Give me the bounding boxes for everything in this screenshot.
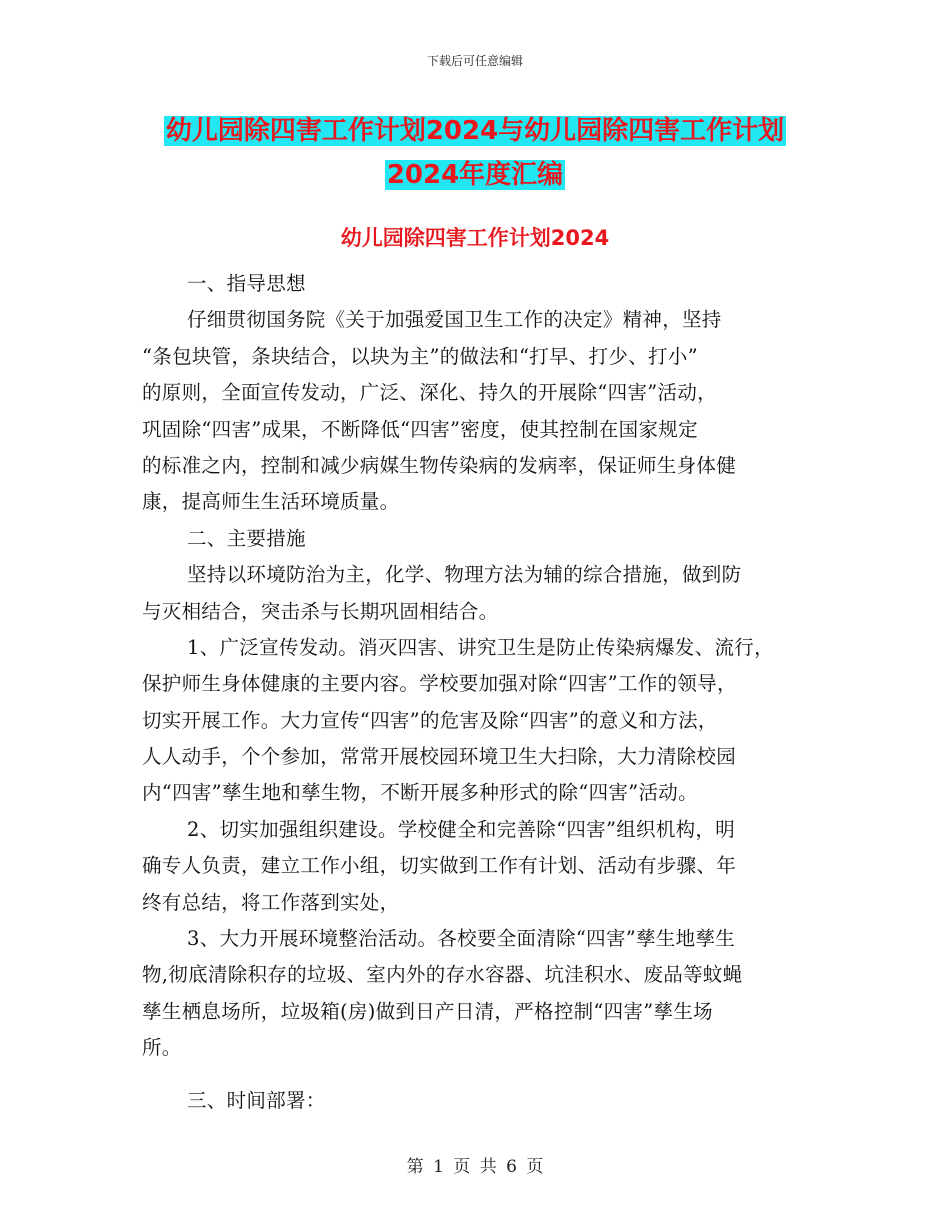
paragraph-line: 切实开展工作。大力宣传“四害”的危害及除“四害”的意义和方法， [142,708,718,732]
heading-guiding-ideology: 一、指导思想 [187,272,306,295]
heading-main-measures: 二、主要措施 [187,526,306,550]
page-header-note: 下载后可任意编辑 [426,54,523,68]
document-title-line-2 [0,158,950,192]
paragraph-line: 孳生栖息场所，垃圾箱(房)做到日产日清，严格控制“四害”孳生场 [142,999,713,1023]
paragraph-line: 的标准之内，控制和减少病媒生物传染病的发病率，保证师生身体健 [142,453,737,477]
paragraph-gap [142,1067,814,1083]
paragraph-line: 3、大力开展环境整治活动。各校要全面清除“四害”孳生地孳生 [187,927,736,951]
document-title-line-1 [0,114,950,148]
paragraph-line: 物,彻底清除积存的垃圾、室内外的存水容器、坑洼积水、废品等蚊蝇 [142,963,743,987]
heading-time-arrangement: 三、时间部署： [187,1088,326,1112]
section-title: 幼儿园除四害工作计划2024 [340,226,610,250]
paragraph-line: 人人动手，个个参加，常常开展校园环境卫生大扫除，大力清除校园 [142,745,737,769]
paragraph-line: 坚持以环境防治为主，化学、物理方法为辅的综合措施，做到防 [187,563,742,587]
document-title-text-2: 2024年度汇编 [386,160,564,190]
document-title-text-1: 幼儿园除四害工作计划2024与幼儿园除四害工作计划 [165,116,785,146]
paragraph-line: 仔细贯彻国务院《关于加强爱国卫生工作的决定》精神，坚持 [187,308,722,332]
paragraph-line: 的原则，全面宣传发动，广泛、深化、持久的开展除“四害”活动， [142,381,717,405]
paragraph-line: “条包块管，条块结合，以块为主”的做法和“打早、打少、打小” [142,344,698,368]
paragraph-line: 所。 [142,1036,182,1060]
paragraph-line: 1、广泛宣传发动。消灭四害、讲究卫生是防止传染病爆发、流行， [187,635,774,659]
paragraph-line: 2、切实加强组织建设。学校健全和完善除“四害”组织机构，明 [187,817,736,841]
paragraph-line: 与灭相结合，突击杀与长期巩固相结合。 [142,599,499,623]
paragraph-line: 确专人负责，建立工作小组，切实做到工作有计划、活动有步骤、年 [142,854,737,878]
paragraph-line: 巩固除“四害”成果，不断降低“四害”密度，使其控制在国家规定 [142,417,698,441]
document-body [142,266,814,1119]
paragraph-line: 内“四害”孳生地和孳生物，不断开展多种形式的除“四害”活动。 [142,781,698,805]
paragraph-line: 终有总结，将工作落到实处， [142,890,400,914]
paragraph-line: 康，提高师生生活环境质量。 [142,490,400,514]
paragraph-line: 保护师生身体健康的主要内容。学校要加强对除“四害”工作的领导， [142,672,737,696]
page-footer: 第 1 页 共 6 页 [406,1157,544,1177]
